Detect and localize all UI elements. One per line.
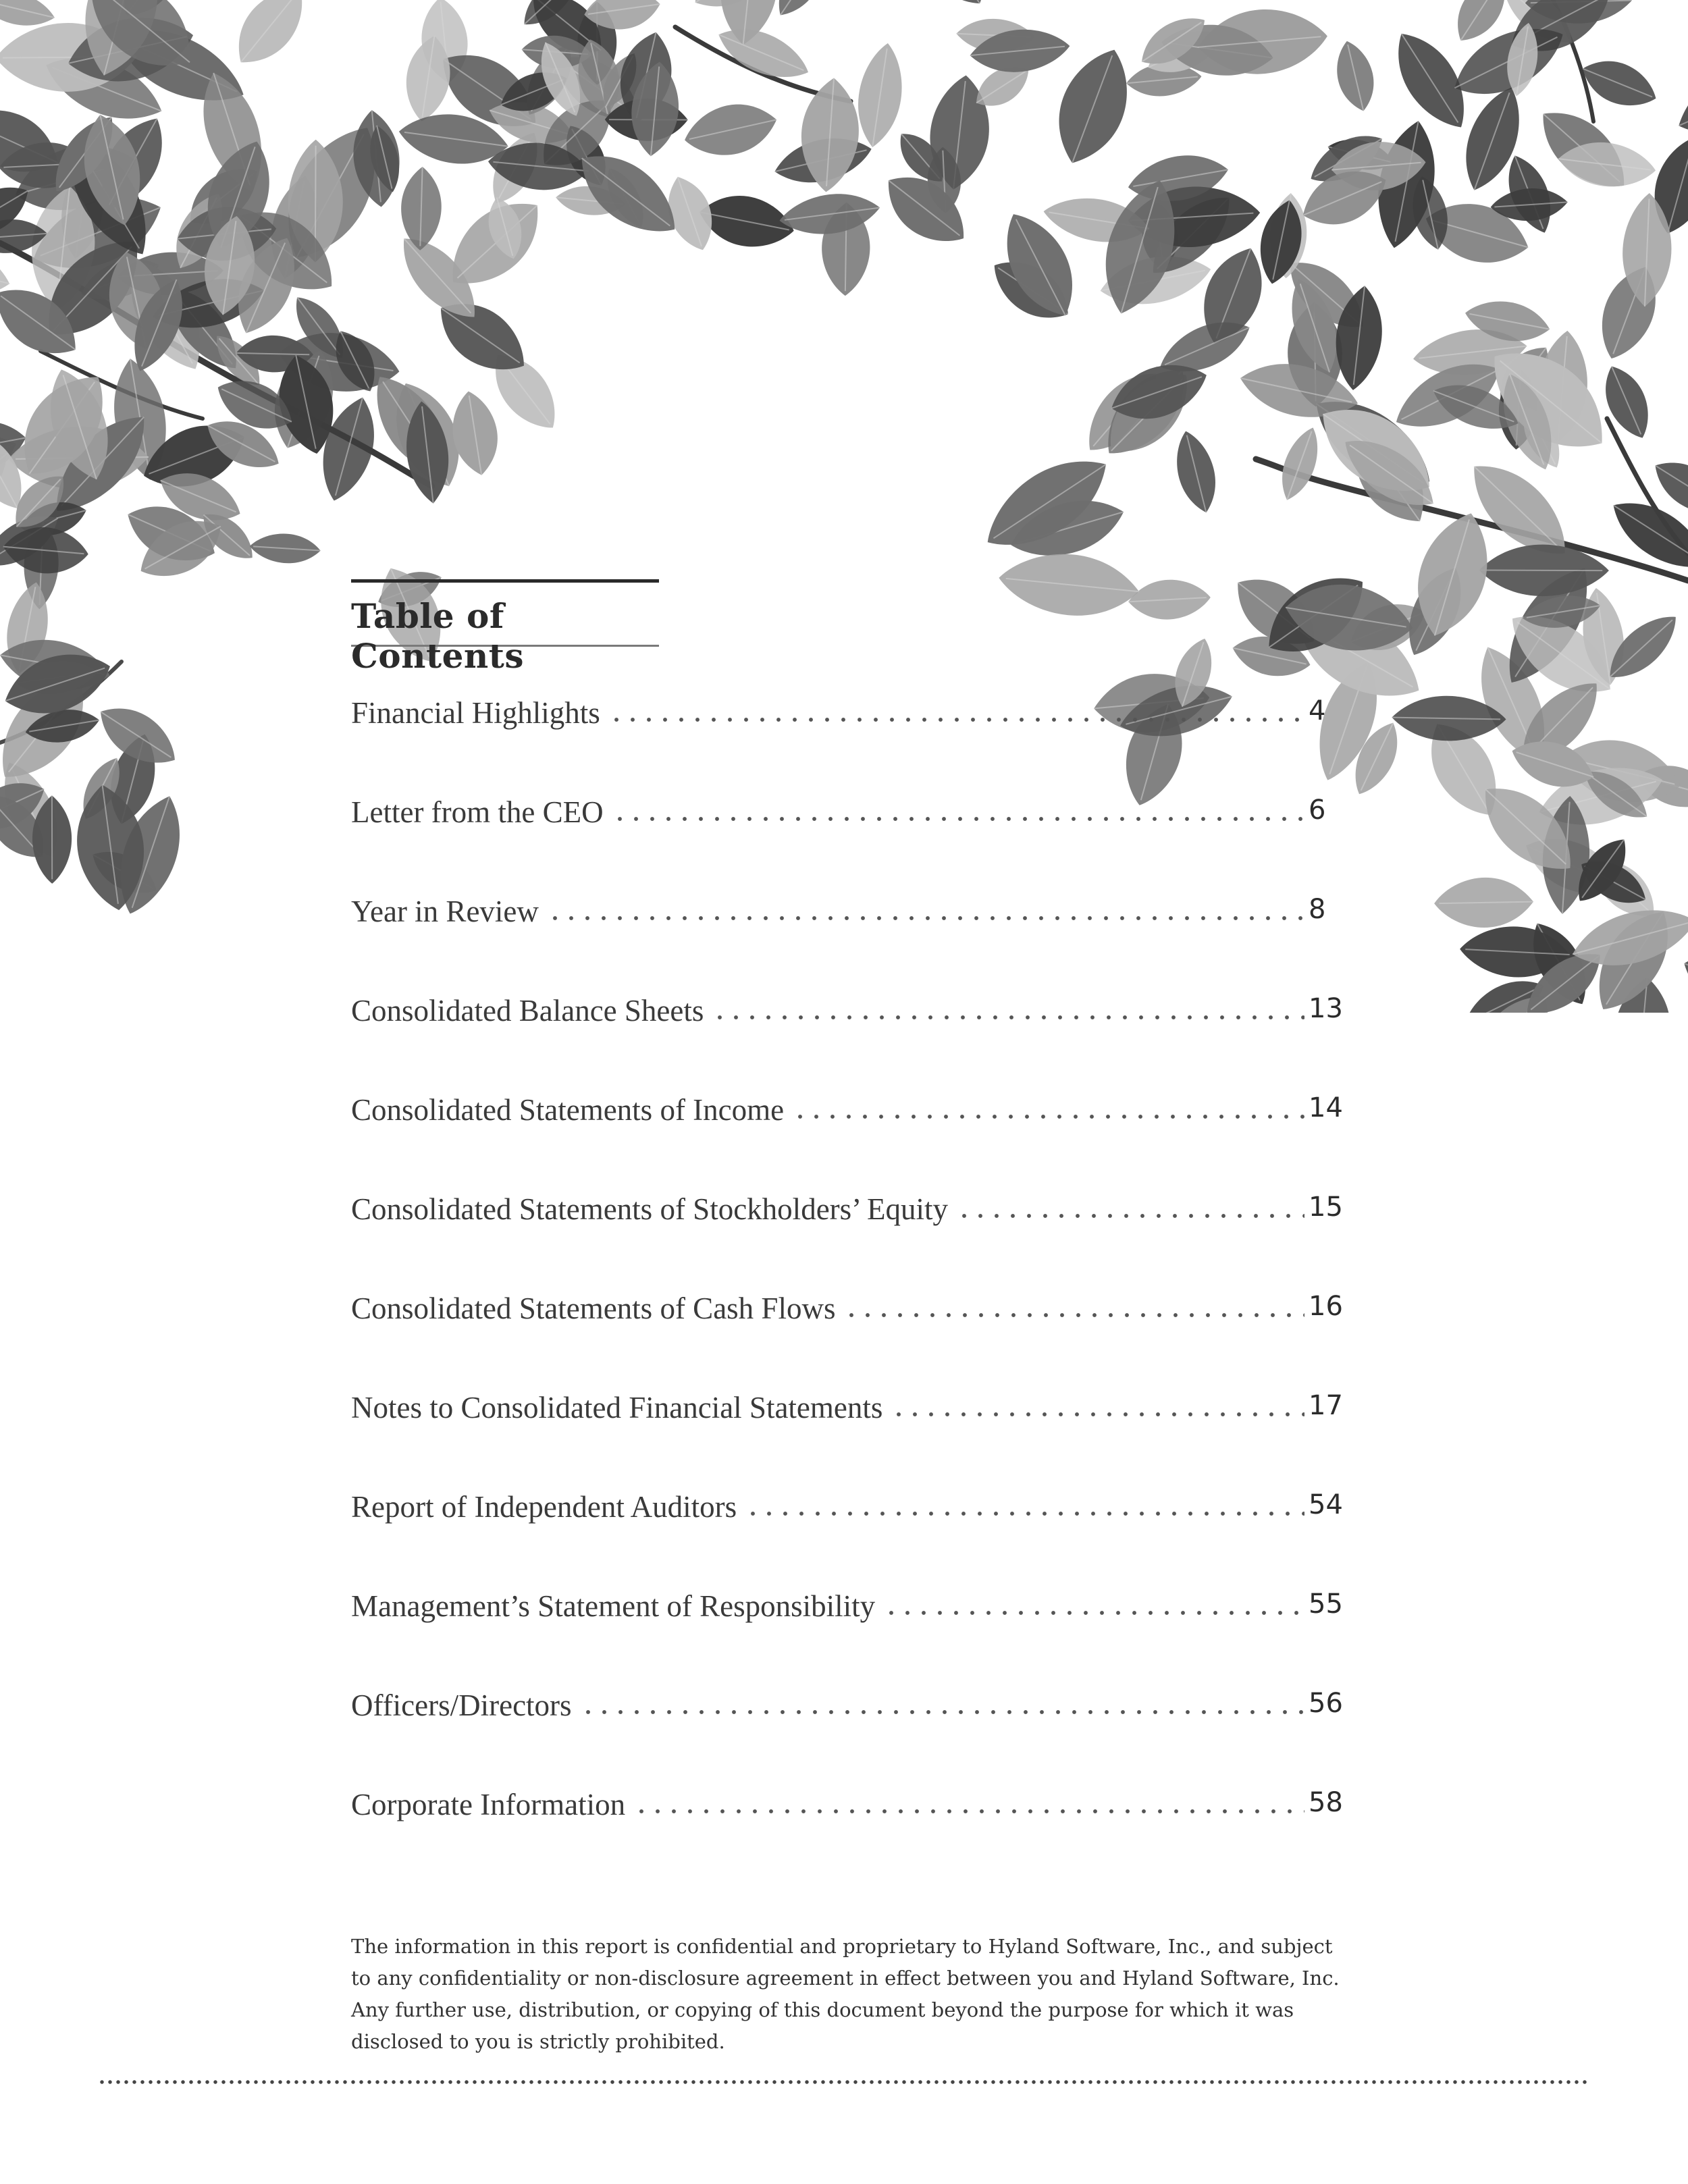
leaf-shape	[1128, 578, 1212, 622]
dot-leader	[956, 1213, 1304, 1219]
toc-entry-page: 56	[1309, 1688, 1343, 1719]
leaf-shape	[1168, 427, 1223, 517]
leaf-shape	[249, 531, 322, 565]
leaf-shape	[851, 40, 909, 150]
dot-leader	[891, 1412, 1304, 1417]
toc-entry-page: 17	[1309, 1390, 1343, 1421]
toc-entry-page: 6	[1309, 795, 1326, 826]
dot-leader	[712, 1015, 1304, 1020]
leaf-shape	[1676, 942, 1688, 1013]
leaf-shape	[767, 0, 837, 24]
toc-entry-label: Consolidated Statements of Cash Flows	[351, 1291, 836, 1325]
toc-header	[351, 579, 659, 676]
toc-entry-page: 54	[1309, 1489, 1343, 1520]
toc-entry-page: 4	[1309, 695, 1326, 726]
leaf-shape	[1595, 359, 1660, 446]
toc-entry-label: Notes to Consolidated Financial Statements	[351, 1391, 883, 1424]
leaf-shape	[400, 166, 442, 250]
dot-leader	[608, 717, 1304, 722]
leaf-shape	[1433, 877, 1533, 929]
toc-entry-label: Corporate Information	[351, 1788, 626, 1821]
toc-entry-label: Consolidated Statements of Stockholders’ Equity	[351, 1192, 949, 1226]
toc-entry-label: Financial Highlights	[351, 696, 600, 730]
leaf-shape	[1043, 39, 1144, 174]
toc-entry[interactable]	[351, 1589, 1350, 1688]
toc-entry[interactable]	[351, 695, 1350, 795]
leaf-shape	[996, 548, 1142, 622]
toc-entry-page: 14	[1309, 1092, 1343, 1123]
dot-leader	[745, 1511, 1304, 1516]
toc-entry[interactable]	[351, 894, 1350, 993]
toc-entry-label: Year in Review	[351, 895, 539, 928]
toc-entry-label: Management’s Statement of Responsibility	[351, 1589, 876, 1623]
page-title: Table of Contents	[351, 596, 525, 676]
toc-entry-page: 13	[1309, 993, 1343, 1024]
toc-entry-label: Report of Independent Auditors	[351, 1490, 737, 1524]
toc-entry-label: Consolidated Statements of Income	[351, 1093, 785, 1127]
leaf-shape	[1330, 37, 1381, 115]
confidentiality-notice: The information in this report is confidential and proprietary to Hyland Software, Inc., and subject to any confidentiality or non-disclosure agreement in effect between you and Hyland Software, Inc. Any further use, distribution, or copying of this document beyond the purpose for which it was disclosed to you is strictly prohibited.	[351, 1935, 1340, 2053]
dot-leader	[843, 1312, 1304, 1318]
toc-entry-label: Letter from the CEO	[351, 795, 604, 829]
dot-leader	[580, 1709, 1304, 1715]
toc-entry-label: Consolidated Balance Sheets	[351, 994, 704, 1028]
leaf-shape	[1273, 423, 1327, 505]
footer-dotted-rule	[98, 2079, 1590, 2085]
dot-leader	[792, 1114, 1304, 1119]
dot-leader	[547, 915, 1304, 921]
leaf-shape	[912, 0, 1000, 16]
dot-leader	[612, 816, 1304, 822]
toc-entry[interactable]	[351, 1192, 1350, 1291]
toc-entry-page: 16	[1309, 1291, 1343, 1322]
toc-list	[351, 695, 1350, 1886]
leaf-shape	[711, 17, 816, 90]
toc-entry-page: 8	[1309, 894, 1326, 925]
toc-entry[interactable]	[351, 1291, 1350, 1390]
toc-entry[interactable]	[351, 1787, 1350, 1886]
toc-entry[interactable]	[351, 1390, 1350, 1489]
dot-leader	[883, 1610, 1304, 1616]
toc-entry[interactable]	[351, 1092, 1350, 1192]
toc-entry[interactable]	[351, 795, 1350, 894]
toc-entry-page: 55	[1309, 1589, 1343, 1620]
leaf-shape	[679, 96, 782, 164]
toc-entry-page: 15	[1309, 1192, 1343, 1223]
toc-entry-page: 58	[1309, 1787, 1343, 1818]
leaf-shape	[222, 0, 319, 77]
leaf-shape	[1575, 50, 1664, 117]
leaf-shape	[1667, 47, 1688, 152]
toc-entry[interactable]	[351, 1489, 1350, 1589]
toc-entry[interactable]	[351, 993, 1350, 1092]
toc-entry[interactable]	[351, 1688, 1350, 1787]
dot-leader	[633, 1809, 1304, 1814]
toc-entry-label: Officers/Directors	[351, 1688, 572, 1722]
